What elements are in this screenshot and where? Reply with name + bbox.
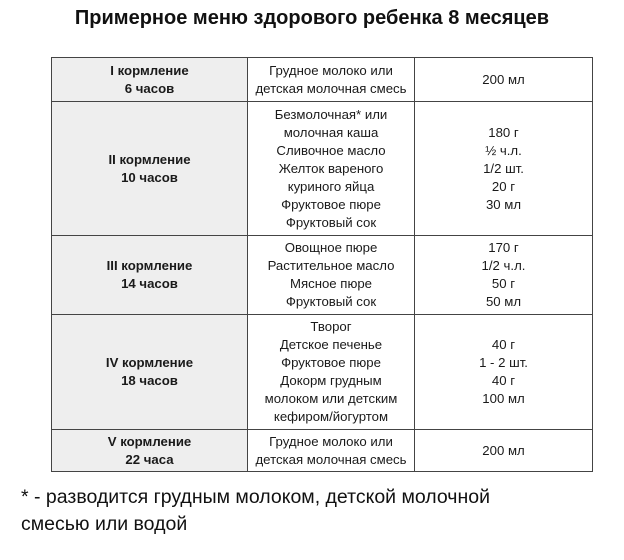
amount-item: 1 - 2 шт.	[479, 355, 528, 370]
amount-item: 170 г	[488, 240, 519, 255]
amount-item: 1/2 ч.л.	[481, 258, 526, 273]
amount-cell	[415, 315, 593, 430]
table-row	[52, 102, 593, 236]
food-item: молочная каша	[283, 124, 379, 140]
food-item: Безмолочная* или	[274, 106, 388, 122]
footnote-line: * - разводится грудным молоком, детской молочной	[21, 486, 490, 508]
table-row	[52, 58, 593, 102]
food-cell	[248, 58, 415, 102]
feeding-time: 6 часов	[124, 80, 175, 96]
food-item: кефиром/йогуртом	[273, 409, 389, 424]
amount-item: 200 мл	[482, 442, 525, 458]
amount-cell	[415, 58, 593, 102]
amount-item: 50 мл	[485, 294, 522, 309]
food-item: Фруктовый сок	[285, 214, 377, 230]
food-item: молоком или детским	[264, 391, 398, 406]
feeding-time: 10 часов	[121, 169, 178, 185]
feeding-label: II кормление	[108, 151, 191, 167]
food-item: Фруктовое пюре	[281, 355, 381, 370]
footnote-line: смесью или водой	[21, 513, 188, 535]
feeding-time-cell	[52, 430, 248, 472]
amount-item: 100 мл	[482, 391, 525, 406]
feeding-time-cell	[52, 315, 248, 430]
amount-item: 30 мл	[485, 196, 522, 212]
food-item: Грудное молоко или	[269, 433, 393, 449]
feeding-label: IV кормление	[105, 355, 194, 370]
feeding-label: III кормление	[106, 258, 193, 273]
table-row	[52, 430, 593, 472]
table-row	[52, 236, 593, 315]
feeding-time-cell	[52, 102, 248, 236]
feeding-time: 14 часов	[121, 276, 178, 291]
food-item: куриного яйца	[287, 178, 375, 194]
feeding-time-cell	[52, 58, 248, 102]
amount-item: ½ ч.л.	[485, 142, 522, 158]
feeding-time: 22 часа	[125, 451, 174, 467]
table-row	[52, 315, 593, 430]
footnote	[21, 484, 611, 538]
amount-item: 1/2 шт.	[483, 160, 524, 176]
amount-cell	[415, 430, 593, 472]
food-cell	[248, 430, 415, 472]
amount-item: 20 г	[491, 178, 516, 194]
food-item: Мясное пюре	[289, 276, 373, 291]
feeding-time: 18 часов	[121, 373, 178, 388]
amount-item: 200 мл	[482, 71, 525, 87]
food-item: Растительное масло	[267, 258, 395, 273]
food-item: Фруктовое пюре	[281, 196, 381, 212]
feeding-menu-table	[51, 57, 593, 472]
amount-item: 180 г	[488, 124, 519, 140]
food-item: Фруктовый сок	[285, 294, 377, 309]
food-cell	[248, 236, 415, 315]
feeding-label: I кормление	[110, 62, 189, 78]
food-item: Грудное молоко или	[269, 62, 393, 78]
amount-item: 40 г	[491, 373, 516, 388]
food-item: Желток вареного	[278, 160, 384, 176]
food-cell	[248, 102, 415, 236]
food-item: детская молочная смесь	[255, 80, 407, 96]
food-item: детская молочная смесь	[255, 451, 407, 467]
amount-item: 50 г	[491, 276, 516, 291]
amount-cell	[415, 102, 593, 236]
food-item: Сливочное масло	[276, 142, 386, 158]
amount-item: 40 г	[491, 337, 516, 352]
food-item: Детское печенье	[279, 337, 383, 352]
amount-cell	[415, 236, 593, 315]
food-item: Творог	[310, 319, 352, 334]
food-item: Овощное пюре	[284, 240, 378, 255]
page-title: Примерное меню здорового ребенка 8 месяцев	[74, 7, 550, 29]
food-cell	[248, 315, 415, 430]
food-item: Докорм грудным	[280, 373, 382, 388]
feeding-time-cell	[52, 236, 248, 315]
feeding-label: V кормление	[107, 433, 192, 449]
